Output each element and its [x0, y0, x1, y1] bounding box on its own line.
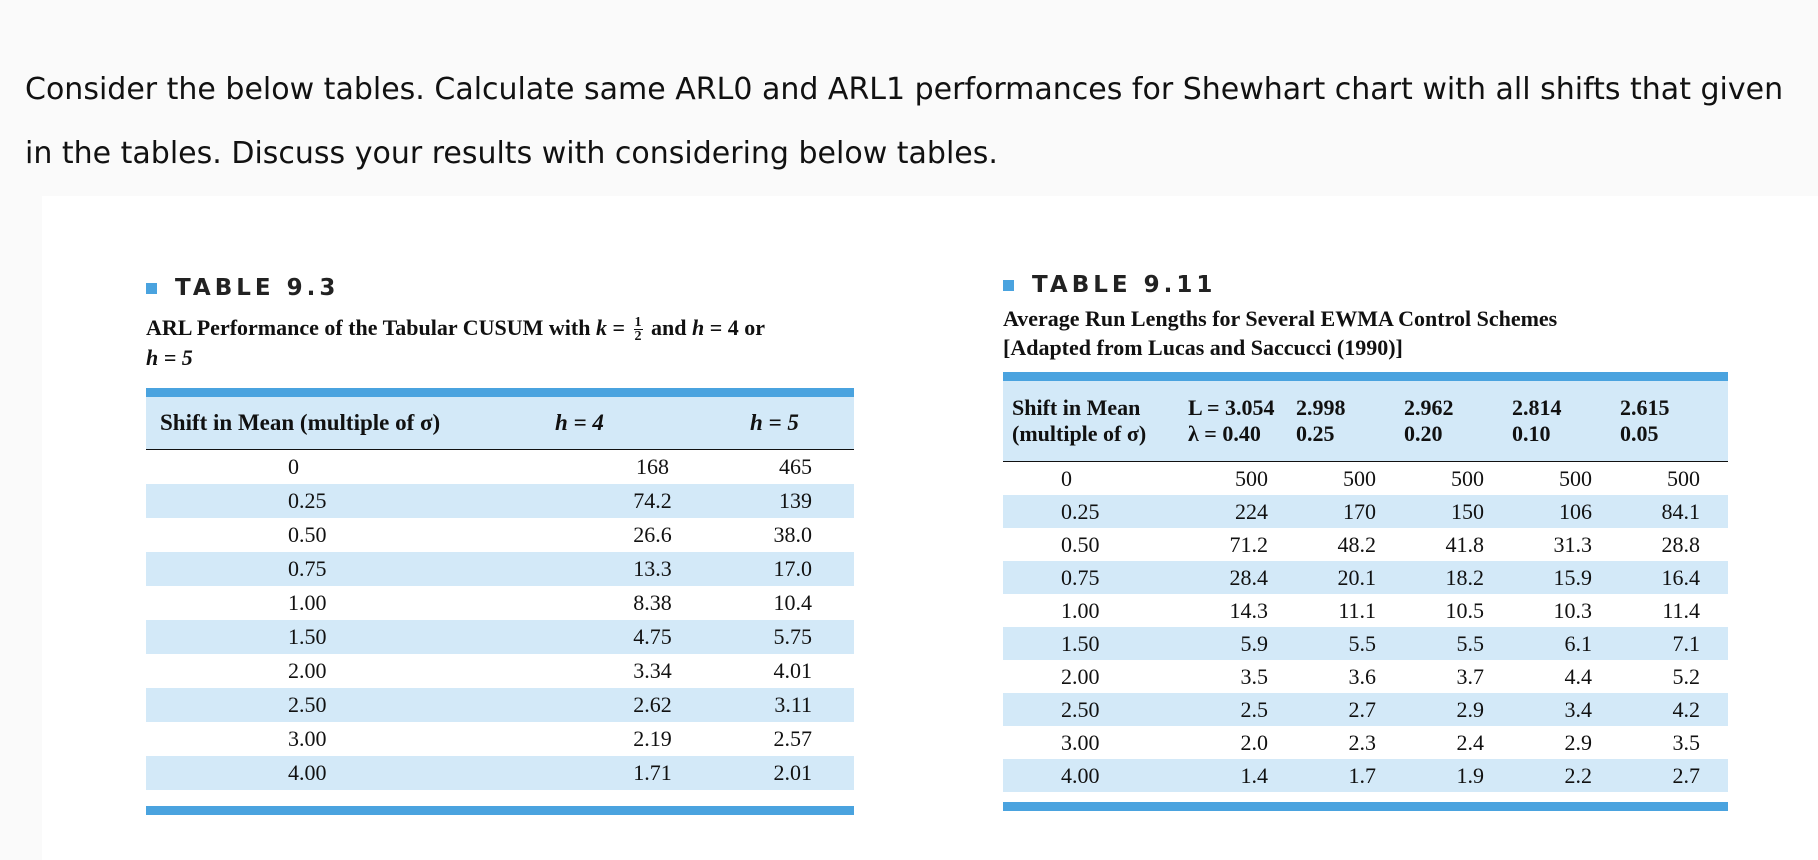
table-cell: 168: [636, 454, 669, 480]
table-cell: 0.25: [146, 484, 555, 518]
ewma-table-label: TABLE 9.11: [1003, 272, 1728, 298]
table-row: [1003, 627, 1728, 660]
table-cell: 7.1: [1620, 627, 1728, 660]
table-cell: 224: [1188, 495, 1296, 528]
table-cell: 4.00: [1003, 759, 1188, 792]
table-cell: 2.5: [1188, 693, 1296, 726]
table-header-row: [1003, 381, 1728, 462]
table-row: [1003, 693, 1728, 726]
table-cell: 5.5: [1404, 627, 1512, 660]
table-cell: 500: [1559, 465, 1592, 491]
column-header: 2.814 0.10: [1512, 381, 1620, 462]
table-cell: 0: [288, 454, 299, 480]
table-cell: 26.6: [633, 522, 672, 548]
table-row: [1003, 594, 1728, 627]
table-row: [1003, 726, 1728, 759]
table-cell: 11.1: [1338, 597, 1376, 623]
table-cell: 5.9: [1188, 627, 1296, 660]
table-row: [146, 484, 854, 518]
table-cell: 170: [1296, 495, 1404, 528]
table-cell: 2.01: [750, 756, 854, 790]
table-cell: 0.25: [1003, 495, 1188, 528]
table-cell: 11.4: [1662, 597, 1700, 623]
table-cell: 10.4: [773, 590, 812, 616]
table-row: [146, 756, 854, 790]
table-cell: 500: [1451, 465, 1484, 491]
table-row: [1003, 528, 1728, 561]
table-cell: 2.50: [146, 688, 555, 722]
table-cell: 2.7: [1620, 759, 1728, 792]
table-top-rule: [1003, 372, 1728, 381]
table-cell: 2.19: [633, 726, 672, 752]
table-cell: 2.0: [1240, 729, 1268, 755]
table-cell: 5.5: [1296, 627, 1404, 660]
column-header: Shift in Mean (multiple of σ): [146, 397, 555, 450]
table-cell: 0.50: [288, 522, 327, 548]
table-row: [146, 552, 854, 586]
table-cell: 2.57: [773, 726, 812, 752]
table-row: [146, 722, 854, 756]
table-cell: 10.3: [1553, 597, 1592, 623]
table-cell: 2.7: [1296, 693, 1404, 726]
table-cell: 1.50: [1003, 627, 1188, 660]
table-cell: 3.00: [288, 726, 327, 752]
table-cell: 150: [1404, 495, 1512, 528]
table-cell: 6.1: [1512, 627, 1620, 660]
table-cell: 3.4: [1512, 693, 1620, 726]
table-cell: 8.38: [633, 590, 672, 616]
table-cell: 106: [1512, 495, 1620, 528]
cusum-table: [146, 397, 854, 790]
cusum-table-block: [146, 275, 854, 815]
table-cell: 2.50: [1003, 693, 1188, 726]
table-cell: 1.4: [1188, 759, 1296, 792]
table-top-rule: [146, 388, 854, 397]
table-cell: 1.50: [146, 620, 555, 654]
table-cell: 14.3: [1229, 597, 1268, 623]
table-cell: 1.00: [1061, 597, 1100, 623]
table-cell: 4.2: [1620, 693, 1728, 726]
table-cell: 17.0: [750, 552, 854, 586]
table-cell: 2.00: [288, 658, 327, 684]
table-header-row: [146, 397, 854, 450]
table-cell: 3.11: [750, 688, 854, 722]
table-cell: 5.2: [1672, 663, 1700, 689]
table-cell: 3.34: [633, 658, 672, 684]
table-cell: 2.00: [1061, 663, 1100, 689]
table-row: [1003, 759, 1728, 792]
table-cell: 0.75: [146, 552, 555, 586]
ewma-table-block: [1003, 272, 1728, 811]
table-cell: 500: [1235, 465, 1268, 491]
table-cell: 84.1: [1620, 495, 1728, 528]
question-text: Consider the below tables. Calculate same ARL0 and ARL1 performances for Shewhart chart with all shifts that given in the tables. Discuss your results with considering below tables.: [25, 72, 1784, 171]
table-row: [1003, 462, 1728, 496]
table-cell: 3.5: [1672, 729, 1700, 755]
table-cell: 1.7: [1296, 759, 1404, 792]
column-header: Shift in Mean (multiple of σ): [1003, 381, 1188, 462]
table-cell: 4.00: [146, 756, 555, 790]
table-bottom-rule: [1003, 802, 1728, 811]
table-cell: 1.00: [288, 590, 327, 616]
table-row: [146, 450, 854, 485]
table-cell: 3.7: [1456, 663, 1484, 689]
table-cell: 2.4: [1456, 729, 1484, 755]
table-row: [146, 586, 854, 620]
table-row: [1003, 495, 1728, 528]
table-cell: 15.9: [1512, 561, 1620, 594]
column-header: 2.962 0.20: [1404, 381, 1512, 462]
column-header: h = 4: [555, 397, 750, 450]
square-bullet-icon: [1003, 280, 1014, 291]
table-cell: 71.2: [1229, 531, 1268, 557]
square-bullet-icon: [146, 283, 157, 294]
table-cell: 5.75: [750, 620, 854, 654]
table-cell: 0.50: [1061, 531, 1100, 557]
table-cell: 1.71: [555, 756, 750, 790]
table-row: [1003, 660, 1728, 693]
table-cell: 1.9: [1404, 759, 1512, 792]
fraction-one-half: $\frac{1}{2}$: [634, 315, 642, 345]
table-row: [146, 518, 854, 552]
table-cell: 74.2: [555, 484, 750, 518]
table-cell: 28.8: [1661, 531, 1700, 557]
table-cell: 20.1: [1296, 561, 1404, 594]
table-row: [146, 654, 854, 688]
table-cell: 3.6: [1348, 663, 1376, 689]
table-cell: 2.9: [1404, 693, 1512, 726]
table-cell: 3.00: [1061, 729, 1100, 755]
table-cell: 4.75: [555, 620, 750, 654]
cusum-table-caption: ARL Performance of the Tabular CUSUM with k = $\frac{1}{2}$ and h = 4 or h = 5: [146, 315, 766, 371]
table-cell: 500: [1343, 465, 1376, 491]
table-cell: 4.01: [773, 658, 812, 684]
table-cell: 31.3: [1553, 531, 1592, 557]
cusum-table-label: TABLE 9.3: [146, 275, 854, 301]
column-header: 2.998 0.25: [1296, 381, 1404, 462]
table-row: [146, 688, 854, 722]
table-cell: 465: [779, 454, 812, 480]
table-cell: 2.3: [1348, 729, 1376, 755]
table-cell: 0.75: [1003, 561, 1188, 594]
ewma-table-caption: Average Run Lengths for Several EWMA Control Schemes [Adapted from Lucas and Saccucci (1990)]: [1003, 306, 1558, 360]
table-cell: 41.8: [1445, 531, 1484, 557]
column-header: 2.615 0.05: [1620, 381, 1728, 462]
table-cell: 139: [750, 484, 854, 518]
table-cell: 18.2: [1404, 561, 1512, 594]
table-cell: 4.4: [1564, 663, 1592, 689]
table-bottom-rule: [146, 806, 854, 815]
table-cell: 500: [1667, 465, 1700, 491]
table-cell: 2.9: [1564, 729, 1592, 755]
table-cell: 28.4: [1188, 561, 1296, 594]
table-cell: 48.2: [1337, 531, 1376, 557]
column-header: L = 3.054 λ = 0.40: [1188, 381, 1296, 462]
cropped-text-fragment: [42, 196, 1818, 212]
table-cell: 13.3: [555, 552, 750, 586]
column-header: h = 5: [750, 397, 854, 450]
table-cell: 3.5: [1240, 663, 1268, 689]
table-row: [146, 620, 854, 654]
ewma-table: [1003, 381, 1728, 792]
table-cell: 2.62: [555, 688, 750, 722]
table-cell: 38.0: [773, 522, 812, 548]
table-row: [1003, 561, 1728, 594]
table-cell: 0: [1061, 465, 1072, 491]
table-cell: 16.4: [1620, 561, 1728, 594]
table-cell: 2.2: [1512, 759, 1620, 792]
table-cell: 10.5: [1445, 597, 1484, 623]
